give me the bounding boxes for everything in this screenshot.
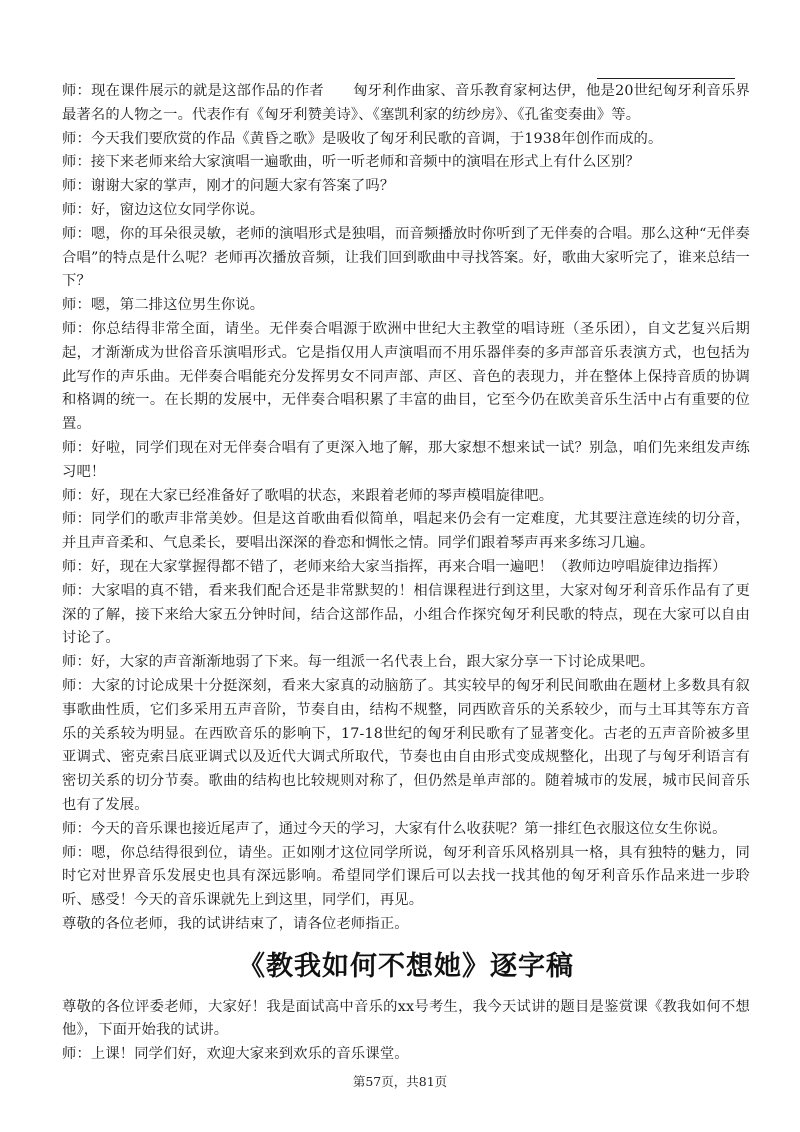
paragraph: 师：好，窗边这位女同学你说。 xyxy=(62,201,265,218)
paragraph: 师：今天我们要欣赏的作品《黄昏之歌》是吸收了匈牙利民歌的音调，于1938年创作而成的。 xyxy=(62,130,663,147)
paragraph: 师：嗯，你的耳朵很灵敏，老师的演唱形式是独唱，而音频播放时你听到了无伴奏的合唱。那么这种“无伴奏合唱”的特点是什么呢？老师再次播放音频，让我们回到歌曲中寻找答案。好，歌曲大家听完了，谁来总结一下？ xyxy=(62,225,750,290)
section-title: 《教我如何不想她》逐字稿 xyxy=(238,950,574,982)
paragraph: 师：同学们的歌声非常美妙。但是这首歌曲看似简单，唱起来仍会有一定难度，尤其要注意连续的切分音，并且声音柔和、气息柔长，要唱出深深的眷恋和惆怅之情。同学们跟着琴声再来多练习几遍。 xyxy=(62,511,750,552)
paragraph: 师：好，现在大家已经准备好了歌唱的状态，来跟着老师的琴声模唱旋律吧。 xyxy=(62,487,554,504)
paragraph: 师：大家唱的真不错，看来我们配合还是非常默契的！相信课程进行到这里，大家对匈牙利音乐作品有了更深的了解，接下来给大家五分钟时间，结合这部作品，小组合作探究匈牙利民歌的特点，现在大家可以自由讨论了。 xyxy=(62,582,750,647)
paragraph: 师：今天的音乐课也接近尾声了，通过今天的学习，大家有什么收获呢？第一排红色衣服这位女生你说。 xyxy=(62,820,727,837)
paragraph: 师：大家的讨论成果十分挺深刻，看来大家真的动脑筋了。其实较早的匈牙利民间歌曲在题材上多数具有叙事歌曲性质，它们多采用五声音阶，节奏自由，结构不规整，同西欧音乐的关系较少，而与土耳其等东方音乐的关系较为明显。在西欧音乐的影响下，17-18世纪的匈牙利民歌有了显著变化。古老的五声音阶被多里亚调式、密克索吕底亚调式以及近代大调式所取代，节奏也由自由形式变成规整化，出现了与匈牙利语言有密切关系的切分节奏。歌曲的结构也比较规则对称了，但仍然是单声部的。随着城市的发展，城市民间音乐也有了发展。 xyxy=(62,677,750,813)
paragraph: 师：谢谢大家的掌声，刚才的问题大家有答案了吗？ xyxy=(62,178,395,195)
paragraph: 师：上课！同学们好，欢迎大家来到欢乐的音乐课堂。 xyxy=(62,1046,409,1063)
top-rule-divider xyxy=(597,78,735,79)
paragraph: 师：现在课件展示的就是这部作品的作者 匈牙利作曲家、音乐教育家柯达伊，他是20世纪匈牙利音乐界最著名的人物之一。代表作有《匈牙利赞美诗》、《塞凯利家的纺纱房》、《孔雀变奏曲》等。 xyxy=(62,83,750,123)
paragraph: 师：好，现在大家掌握得都不错了，老师来给大家当指挥，再来合唱一遍吧！（教师边哼唱旋律边指挥） xyxy=(62,558,727,575)
paragraph: 师：接下来老师来给大家演唱一遍歌曲，听一听老师和音频中的演唱在形式上有什么区别？ xyxy=(62,154,640,171)
paragraph: 师：好，大家的声音渐渐地弱了下来。每一组派一名代表上台，跟大家分享一下讨论成果吧。 xyxy=(62,654,655,671)
paragraph: 师：嗯，第二排这位男生你说。 xyxy=(62,297,265,314)
document-body xyxy=(62,80,750,1067)
paragraph: 尊敬的各位评委老师，大家好！我是面试高中音乐的xx号考生，我今天试讲的题目是鉴赏课《教我如何不想他》，下面开始我的试讲。 xyxy=(62,998,750,1039)
page-number-footer: 第57页，共81页 xyxy=(352,1074,448,1089)
paragraph: 师：好啦，同学们现在对无伴奏合唱有了更深入地了解，那大家想不想来试一试？别急，咱们先来组发声练习吧！ xyxy=(62,439,750,480)
paragraph: 师：你总结得非常全面，请坐。无伴奏合唱源于欧洲中世纪大主教堂的唱诗班（圣乐团），自文艺复兴后期起，才渐渐成为世俗音乐演唱形式。它是指仅用人声演唱而不用乐器伴奏的多声部音乐表演方式，也包括为此写作的声乐曲。无伴奏合唱能充分发挥男女不同声部、声区、音色的表现力，并在整体上保持音质的协调和格调的统一。在长期的发展中，无伴奏合唱积累了丰富的曲目，它至今仍在欧美音乐生活中占有重要的位置。 xyxy=(62,320,750,433)
closing-line: 尊敬的各位老师，我的试讲结束了，请各位老师指正。 xyxy=(62,915,409,932)
paragraph: 师：嗯，你总结得很到位，请坐。正如刚才这位同学所说，匈牙利音乐风格别具一格，具有独特的魅力，同时它对世界音乐发展史也具有深远影响。希望同学们课后可以去找一找其他的匈牙利音乐作品来进一步聆听、感受！今天的音乐课就先上到这里，同学们，再见。 xyxy=(62,844,750,909)
